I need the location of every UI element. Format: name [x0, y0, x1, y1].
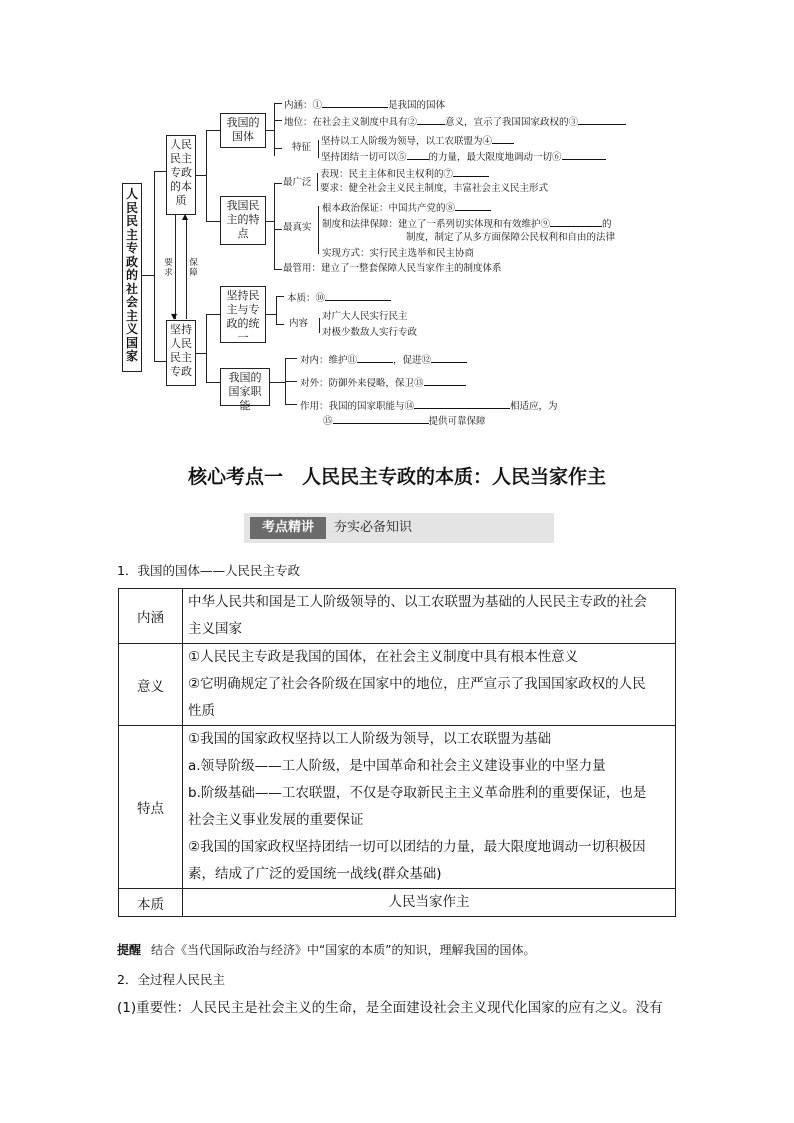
branch1-title: 人民民主专政的本质: [170, 138, 192, 207]
row-key: 内涵: [119, 589, 183, 644]
tip-text: 结合《当代国际政治与经济》中“国家的本质”的知识，理解我国的国体。: [151, 943, 536, 957]
banner-text: 夯实必备知识: [334, 520, 413, 535]
tip-label: 提醒: [117, 943, 142, 957]
row-key: 特点: [119, 726, 183, 889]
table-row: [119, 644, 676, 726]
branch2-title: 坚持人民民主专政: [170, 323, 192, 378]
page-title: 核心考点一 人民民主专政的本质：人民当家作主: [187, 466, 606, 488]
row-key: 意义: [119, 644, 183, 726]
table-row: [119, 726, 676, 889]
row-key: 本质: [119, 889, 183, 917]
tip-note: [117, 941, 535, 958]
row-value: ①我国的国家政权坚持以工人阶级为领导，以工农联盟为基础 a.领导阶级——工人阶级，是中国革命和社会主义建设事业的中坚力量 b.阶级基础——工农联盟，不仅是夺取新民主主义革命胜利的重要保证，也是 社会主义事业发展的重要保证 ②我国的国家政权坚持团结一切可以团结的力量，最大限度地调动一切积极因 素，结成了广泛的爱国统一战线(群众基础): [183, 726, 676, 889]
banner-tag: 考点精讲: [250, 517, 326, 539]
democracy-features-box: 我国民主的特点: [220, 196, 266, 245]
root-box: [122, 183, 142, 372]
section-2-heading: 2．全过程人民民主: [117, 972, 225, 987]
root-title: 人民民主专政的社会主义国家: [125, 187, 138, 363]
link-left-label: 要求: [164, 258, 173, 278]
row-value: 人民当家作主: [183, 889, 676, 917]
section-1-heading: 1．我国的国体——人民民主专政: [117, 563, 300, 578]
feature-label: 特征: [292, 142, 312, 153]
section-banner: [244, 513, 554, 543]
branch2-box: [166, 320, 196, 386]
link-right-label: 保障: [189, 258, 198, 278]
state-nature-box: 我国的国体: [220, 113, 266, 148]
table-row: [119, 589, 676, 644]
state-system-table: [118, 588, 676, 917]
branch1-box: [166, 135, 196, 215]
table-row: [119, 889, 676, 917]
row-value: ①人民民主专政是我国的国体，在社会主义制度中具有根本性意义 ②它明确规定了社会各阶级在国家中的地位，庄严宣示了我国国家政权的人民 性质: [183, 644, 676, 726]
row-value: 中华人民共和国是工人阶级领导的、以工农联盟为基础的人民民主专政的社会 主义国家: [183, 589, 676, 644]
unity-box: 坚持民主与专政的统一: [220, 286, 266, 343]
state-functions-box: 我国的国家职能: [220, 368, 270, 406]
paragraph: (1)重要性：人民民主是社会主义的生命，是全面建设社会主义现代化国家的应有之义。没有: [117, 1000, 663, 1016]
